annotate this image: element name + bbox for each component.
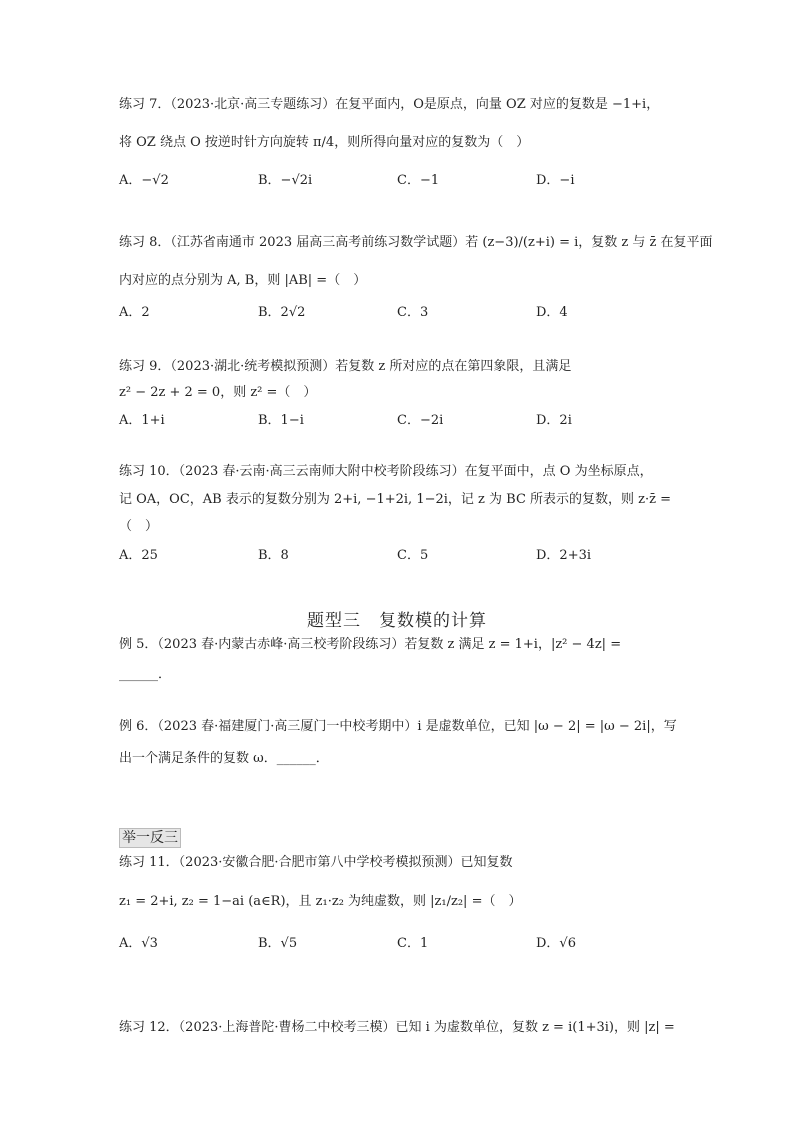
ex11-option-c: C．1 [397, 936, 429, 951]
ex10-line2: 记 OA，OC，AB 表示的复数分别为 2+i, −1+2i, 1−2i，记 z 为 BC 所表示的复数，则 z·z̄ = [119, 492, 672, 507]
ex11-line1: 练习 11．（2023·安徽合肥·合肥市第八中学校考模拟预测）已知复数 [119, 855, 513, 870]
section-tag: 举一反三 [119, 828, 181, 848]
ex7-line2: 将 OZ 绕点 O 按逆时针方向旋转 π/4，则所得向量对应的复数为（ ） [119, 135, 530, 150]
example6-line2: 出一个满足条件的复数 ω．______． [119, 751, 329, 766]
ex8-option-c: C．3 [397, 305, 429, 320]
example6-line1: 例 6．（2023 春·福建厦门·高三厦门一中校考期中）i 是虚数单位，已知 |ω − 2| = |ω − 2i|，写 [119, 719, 677, 734]
ex10-option-c: C．5 [397, 548, 429, 563]
ex11-option-d: D．√6 [536, 936, 576, 951]
ex9-line2: z² − 2z + 2 = 0，则 z² =（ ） [119, 385, 317, 400]
ex11-line2: z₁ = 2+i, z₂ = 1−ai (a∈R)，且 z₁·z₂ 为纯虚数，则 |z₁/z₂| =（ ） [119, 894, 522, 909]
ex8-option-a: A．2 [119, 305, 150, 320]
ex9-option-d: D．2i [536, 413, 572, 428]
ex9-option-a: A．1+i [119, 413, 165, 428]
ex7-line1: 练习 7．（2023·北京·高三专题练习）在复平面内，O是原点，向量 OZ 对应的复数是 −1+i， [119, 97, 660, 112]
ex7-option-c: C．−1 [397, 173, 440, 188]
ex12-line1: 练习 12．（2023·上海普陀·曹杨二中校考三模）已知 i 为虚数单位，复数 z = i(1+3i)，则 |z| = [119, 1020, 675, 1035]
ex10-option-d: D．2+3i [536, 548, 592, 563]
ex8-line2: 内对应的点分别为 A, B，则 |AB| =（ ） [119, 273, 367, 288]
ex7-option-a: A．−√2 [119, 173, 169, 188]
ex9-option-b: B．1−i [258, 413, 304, 428]
ex8-option-b: B．2√2 [258, 305, 306, 320]
ex7-option-b: B．−√2i [258, 173, 313, 188]
example5-line2: ______． [119, 667, 172, 682]
ex8-option-d: D．4 [536, 305, 568, 320]
ex7-option-d: D．−i [536, 173, 575, 188]
ex10-line1: 练习 10．（2023 春·云南·高三云南师大附中校考阶段练习）在复平面中，点 O 为坐标原点， [119, 464, 653, 479]
ex10-option-b: B．8 [258, 548, 289, 563]
example5-line1: 例 5．（2023 春·内蒙古赤峰·高三校考阶段练习）若复数 z 满足 z = 1+i，|z² − 4z| = [119, 637, 622, 652]
ex10-line3: （ ） [119, 519, 159, 534]
ex9-line1: 练习 9．（2023·湖北·统考模拟预测）若复数 z 所对应的点在第四象限，且满足 [119, 359, 572, 374]
section-heading: 题型三 复数模的计算 [307, 611, 487, 631]
ex11-option-a: A．√3 [119, 936, 158, 951]
ex8-line1: 练习 8．（江苏省南通市 2023 届高三高考前练习数学试题）若 (z−3)/(z+i) = i，复数 z 与 z̄ 在复平面 [119, 235, 713, 250]
ex11-option-b: B．√5 [258, 936, 298, 951]
ex10-option-a: A．25 [119, 548, 158, 563]
ex9-option-c: C．−2i [397, 413, 444, 428]
